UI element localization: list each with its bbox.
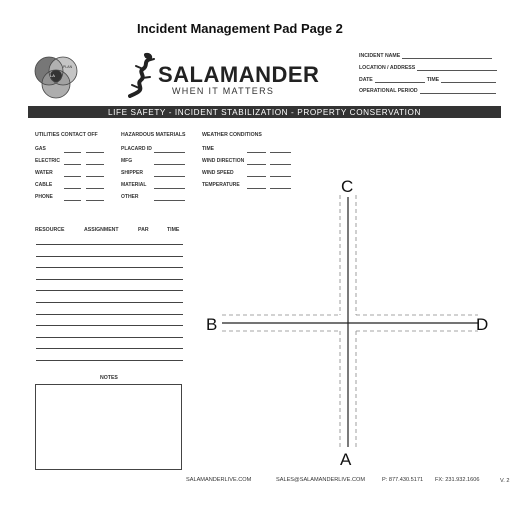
footer-phone: P: 877.430.5171 — [382, 477, 424, 483]
side-a-label: A — [340, 450, 352, 469]
utility-row-input-line[interactable] — [86, 164, 104, 165]
utility-row-input-line[interactable] — [86, 152, 104, 153]
hazmat-row-label: MFG — [121, 158, 133, 164]
utility-row-input-line[interactable] — [64, 176, 81, 177]
dashed-guides — [222, 195, 478, 447]
location-field[interactable] — [359, 65, 497, 71]
weather-heading: WEATHER CONDITIONS — [202, 132, 262, 138]
utility-row-label: ELECTRIC — [35, 158, 60, 164]
building-sides-diagram — [200, 175, 500, 470]
hazmat-row-input-line[interactable] — [154, 200, 185, 201]
par-header: PAR — [138, 227, 149, 233]
date-time-field[interactable] — [359, 77, 496, 83]
utility-row-input-line[interactable] — [64, 200, 81, 201]
table-row[interactable] — [36, 290, 183, 291]
utility-row-input-line[interactable] — [64, 188, 81, 189]
weather-row-label: TIME — [202, 146, 214, 152]
table-row[interactable] — [36, 256, 183, 257]
time-line — [441, 77, 496, 83]
footer-fax: FX: 231.932.1606 — [435, 477, 480, 483]
weather-row-label: TEMPERATURE — [202, 182, 240, 188]
utility-row-input-line[interactable] — [86, 200, 104, 201]
weather-row-input-line[interactable] — [270, 164, 291, 165]
operational-period-line — [420, 88, 496, 94]
resource-header: RESOURCE — [35, 227, 65, 233]
location-label: LOCATION / ADDRESS — [359, 65, 416, 71]
utility-row-input-line[interactable] — [86, 176, 104, 177]
brand-name: SALAMANDER — [158, 62, 320, 87]
incident-name-label: INCIDENT NAME — [359, 53, 401, 59]
brand-tagline: WHEN IT MATTERS — [172, 86, 275, 96]
weather-row-label: WIND SPEED — [202, 170, 234, 176]
logo-badge-right: PLAN — [63, 65, 73, 69]
hazmat-row-label: PLACARD ID — [121, 146, 152, 152]
hazmat-row-input-line[interactable] — [154, 176, 185, 177]
assignment-header: ASSIGNMENT — [84, 227, 119, 233]
time-header: TIME — [167, 227, 180, 233]
footer-version: V. 2 — [500, 478, 510, 484]
weather-row-input-line[interactable] — [270, 152, 291, 153]
hazmat-row-label: MATERIAL — [121, 182, 147, 188]
weather-row-input-line[interactable] — [247, 164, 266, 165]
hazmat-row-label: OTHER — [121, 194, 139, 200]
hazmat-row-input-line[interactable] — [154, 152, 185, 153]
date-line — [375, 77, 425, 83]
operational-period-label: OPERATIONAL PERIOD — [359, 88, 418, 94]
table-row[interactable] — [36, 267, 183, 268]
table-row[interactable] — [36, 279, 183, 280]
table-row[interactable] — [36, 244, 183, 245]
date-label: DATE — [359, 77, 373, 83]
notes-box[interactable] — [35, 384, 182, 470]
location-line — [417, 65, 497, 71]
utility-row-input-line[interactable] — [64, 152, 81, 153]
table-row[interactable] — [36, 325, 183, 326]
incident-name-line — [402, 53, 492, 59]
weather-row-input-line[interactable] — [247, 152, 266, 153]
operational-period-field[interactable] — [359, 88, 496, 94]
footer-website: SALAMANDERLIVE.COM — [186, 477, 252, 483]
table-row[interactable] — [36, 302, 183, 303]
utility-row-label: PHONE — [35, 194, 53, 200]
table-row[interactable] — [36, 314, 183, 315]
hazmat-row-input-line[interactable] — [154, 164, 185, 165]
utility-row-label: CABLE — [35, 182, 53, 188]
utility-row-input-line[interactable] — [64, 164, 81, 165]
utility-row-input-line[interactable] — [86, 188, 104, 189]
salamander-logo-icon — [128, 52, 158, 98]
hazmat-row-label: SHIPPER — [121, 170, 143, 176]
utility-row-label: WATER — [35, 170, 53, 176]
table-row[interactable] — [36, 348, 183, 349]
time-label: TIME — [426, 77, 440, 83]
side-b-label: B — [206, 315, 218, 334]
side-d-label: D — [476, 315, 489, 334]
logo-badge-left: LA — [50, 73, 55, 78]
table-row[interactable] — [36, 360, 183, 361]
page-title: Incident Management Pad Page 2 — [137, 21, 343, 36]
utilities-heading: UTILITIES CONTACT OFF — [35, 132, 98, 138]
priorities-banner: LIFE SAFETY - INCIDENT STABILIZATION - PROPERTY CONSERVATION — [28, 106, 501, 118]
incident-name-field[interactable] — [359, 53, 492, 59]
footer-email: SALES@SALAMANDERLIVE.COM — [276, 477, 365, 483]
weather-row-label: WIND DIRECTION — [202, 158, 245, 164]
notes-label: NOTES — [100, 375, 118, 381]
utility-row-label: GAS — [35, 146, 46, 152]
side-c-label: C — [341, 177, 354, 196]
venn-logo-icon — [30, 52, 82, 104]
hazmat-heading: HAZARDOUS MATERIALS — [121, 132, 186, 138]
table-row[interactable] — [36, 337, 183, 338]
hazmat-row-input-line[interactable] — [154, 188, 185, 189]
